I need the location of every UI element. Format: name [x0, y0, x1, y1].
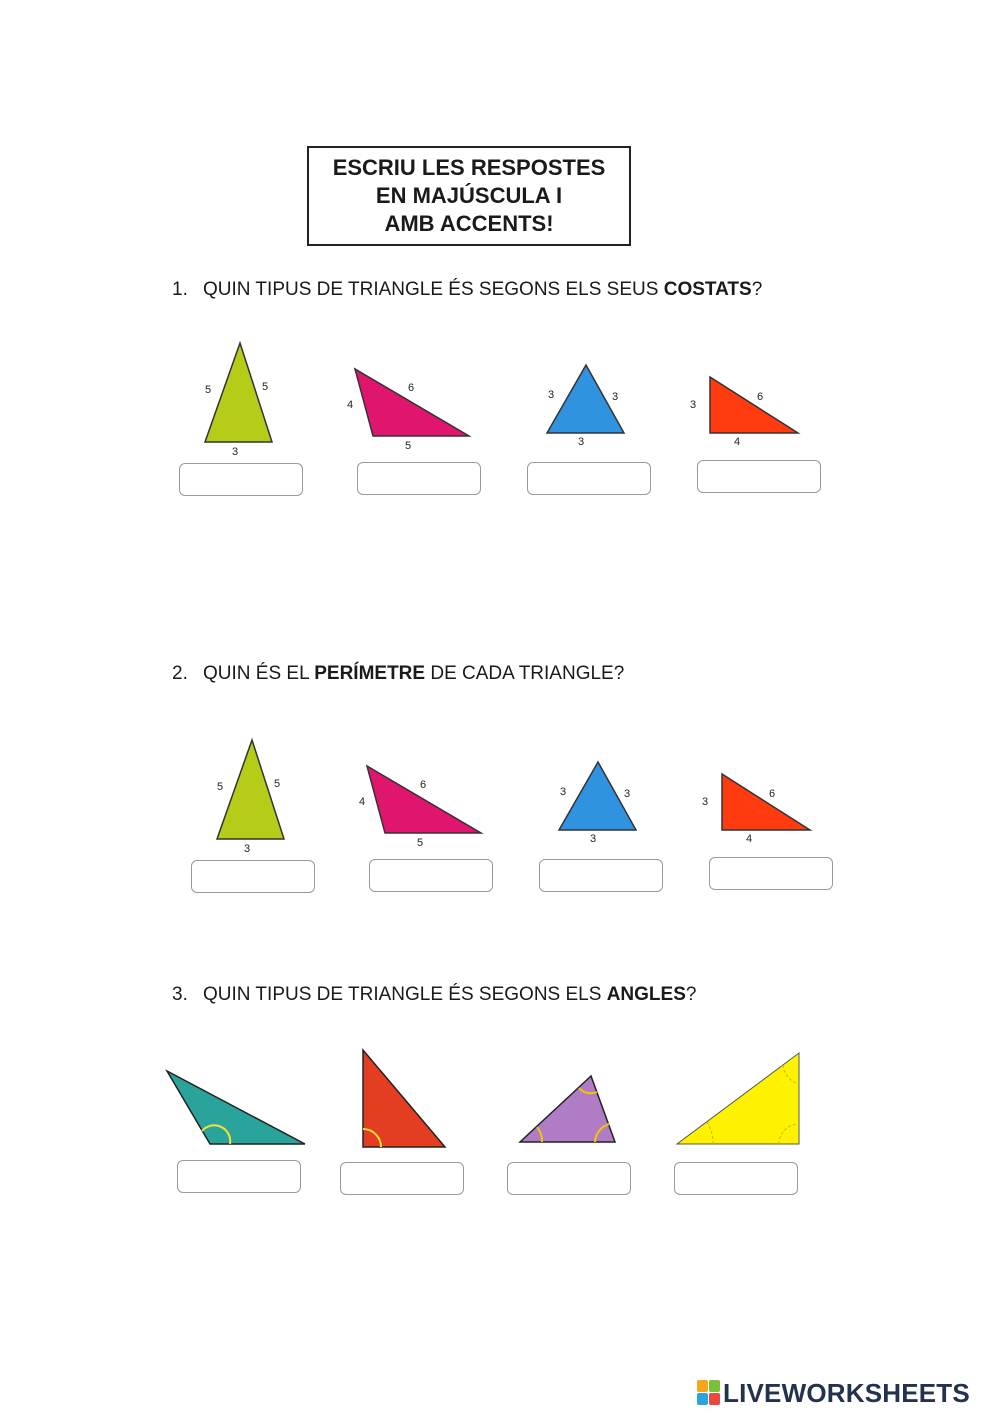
side-label-left: 3: [690, 399, 697, 411]
triangle-shape: [710, 377, 798, 433]
answer-input-q3-1[interactable]: [177, 1160, 301, 1193]
obtuse-triangle: [162, 1065, 312, 1150]
side-label-base: 5: [405, 440, 412, 452]
scalene-triangle: [355, 762, 490, 852]
side-label-left: 3: [548, 389, 555, 401]
side-label-base: 3: [578, 436, 585, 448]
answer-input-q2-3[interactable]: [539, 859, 663, 892]
answer-input-q1-4[interactable]: [697, 460, 821, 493]
answer-input-q2-4[interactable]: [709, 857, 833, 890]
side-label-top: 6: [408, 382, 415, 394]
side-label-right: 3: [624, 788, 631, 800]
question-3-text: QUIN TIPUS DE TRIANGLE ÉS SEGONS ELS: [203, 984, 607, 1005]
question-1: [172, 279, 762, 301]
side-label-left: 4: [347, 399, 354, 411]
instructions-line-3: AMB ACCENTS!: [384, 211, 554, 236]
answer-input-q3-2[interactable]: [340, 1162, 464, 1195]
acute-triangle: [515, 1072, 623, 1148]
side-label-right: 5: [274, 778, 281, 790]
question-3-number: 3.: [172, 984, 188, 1005]
triangle-shape: [355, 369, 469, 436]
question-1-keyword: COSTATS: [663, 279, 752, 300]
question-2: [172, 663, 624, 685]
right-angle-triangle: [355, 1045, 455, 1150]
side-label-base: 5: [417, 837, 424, 849]
question-1-text: QUIN TIPUS DE TRIANGLE ÉS SEGONS ELS SEUS: [203, 279, 664, 300]
triangle-shape: [520, 1076, 615, 1142]
side-label-base: 4: [734, 436, 741, 448]
answer-input-q1-2[interactable]: [357, 462, 481, 495]
side-label-left: 3: [702, 796, 709, 808]
side-label-top: 6: [420, 779, 427, 791]
equilateral-triangle: [547, 757, 647, 847]
answer-input-q3-4[interactable]: [674, 1162, 798, 1195]
side-label-base: 3: [590, 833, 597, 845]
liveworksheets-logo: [697, 1376, 970, 1410]
question-1-end: ?: [751, 279, 763, 300]
side-label-right: 3: [612, 391, 619, 403]
triangle-shape: [167, 1071, 305, 1144]
answer-input-q2-1[interactable]: [191, 860, 315, 893]
triangle-shape: [677, 1053, 799, 1144]
side-label-left: 3: [560, 786, 567, 798]
triangle-shape: [722, 774, 810, 830]
instructions-line-1: ESCRIU LES RESPOSTES: [332, 155, 606, 180]
question-2-text: QUIN ÉS EL: [203, 663, 315, 684]
instructions-line-2: EN MAJÚSCULA I: [375, 183, 563, 208]
question-2-end: DE CADA TRIANGLE?: [425, 663, 625, 684]
side-label-hypotenuse: 6: [769, 788, 776, 800]
isosceles-triangle: [195, 338, 285, 463]
side-label-base: 4: [746, 833, 753, 845]
answer-input-q1-3[interactable]: [527, 462, 651, 495]
answer-input-q1-1[interactable]: [179, 463, 303, 496]
question-1-number: 1.: [172, 279, 188, 300]
side-label-right: 5: [262, 381, 269, 393]
side-label-hypotenuse: 6: [757, 391, 764, 403]
question-3: [172, 984, 696, 1006]
question-2-keyword: PERÍMETRE: [314, 663, 426, 684]
triangle-shape: [363, 1050, 445, 1147]
liveworksheets-logo-text: LIVEWORKSHEETS: [723, 1377, 970, 1408]
answer-input-q3-3[interactable]: [507, 1162, 631, 1195]
answer-input-q2-2[interactable]: [369, 859, 493, 892]
side-label-left: 5: [205, 384, 212, 396]
isosceles-triangle: [207, 735, 297, 860]
right-triangle-yellow: [673, 1048, 805, 1148]
question-3-keyword: ANGLES: [606, 984, 686, 1005]
question-2-number: 2.: [172, 663, 188, 684]
side-label-base: 3: [244, 843, 251, 855]
instructions-box: [307, 146, 631, 246]
triangle-shape: [367, 766, 481, 833]
side-label-left: 4: [359, 796, 366, 808]
right-triangle: [697, 767, 817, 847]
liveworksheets-logo-icon: [697, 1380, 721, 1406]
right-triangle: [685, 370, 805, 450]
side-label-left: 5: [217, 781, 224, 793]
scalene-triangle: [343, 365, 478, 455]
equilateral-triangle: [535, 360, 635, 450]
side-label-base: 3: [232, 446, 239, 458]
question-3-end: ?: [685, 984, 697, 1005]
